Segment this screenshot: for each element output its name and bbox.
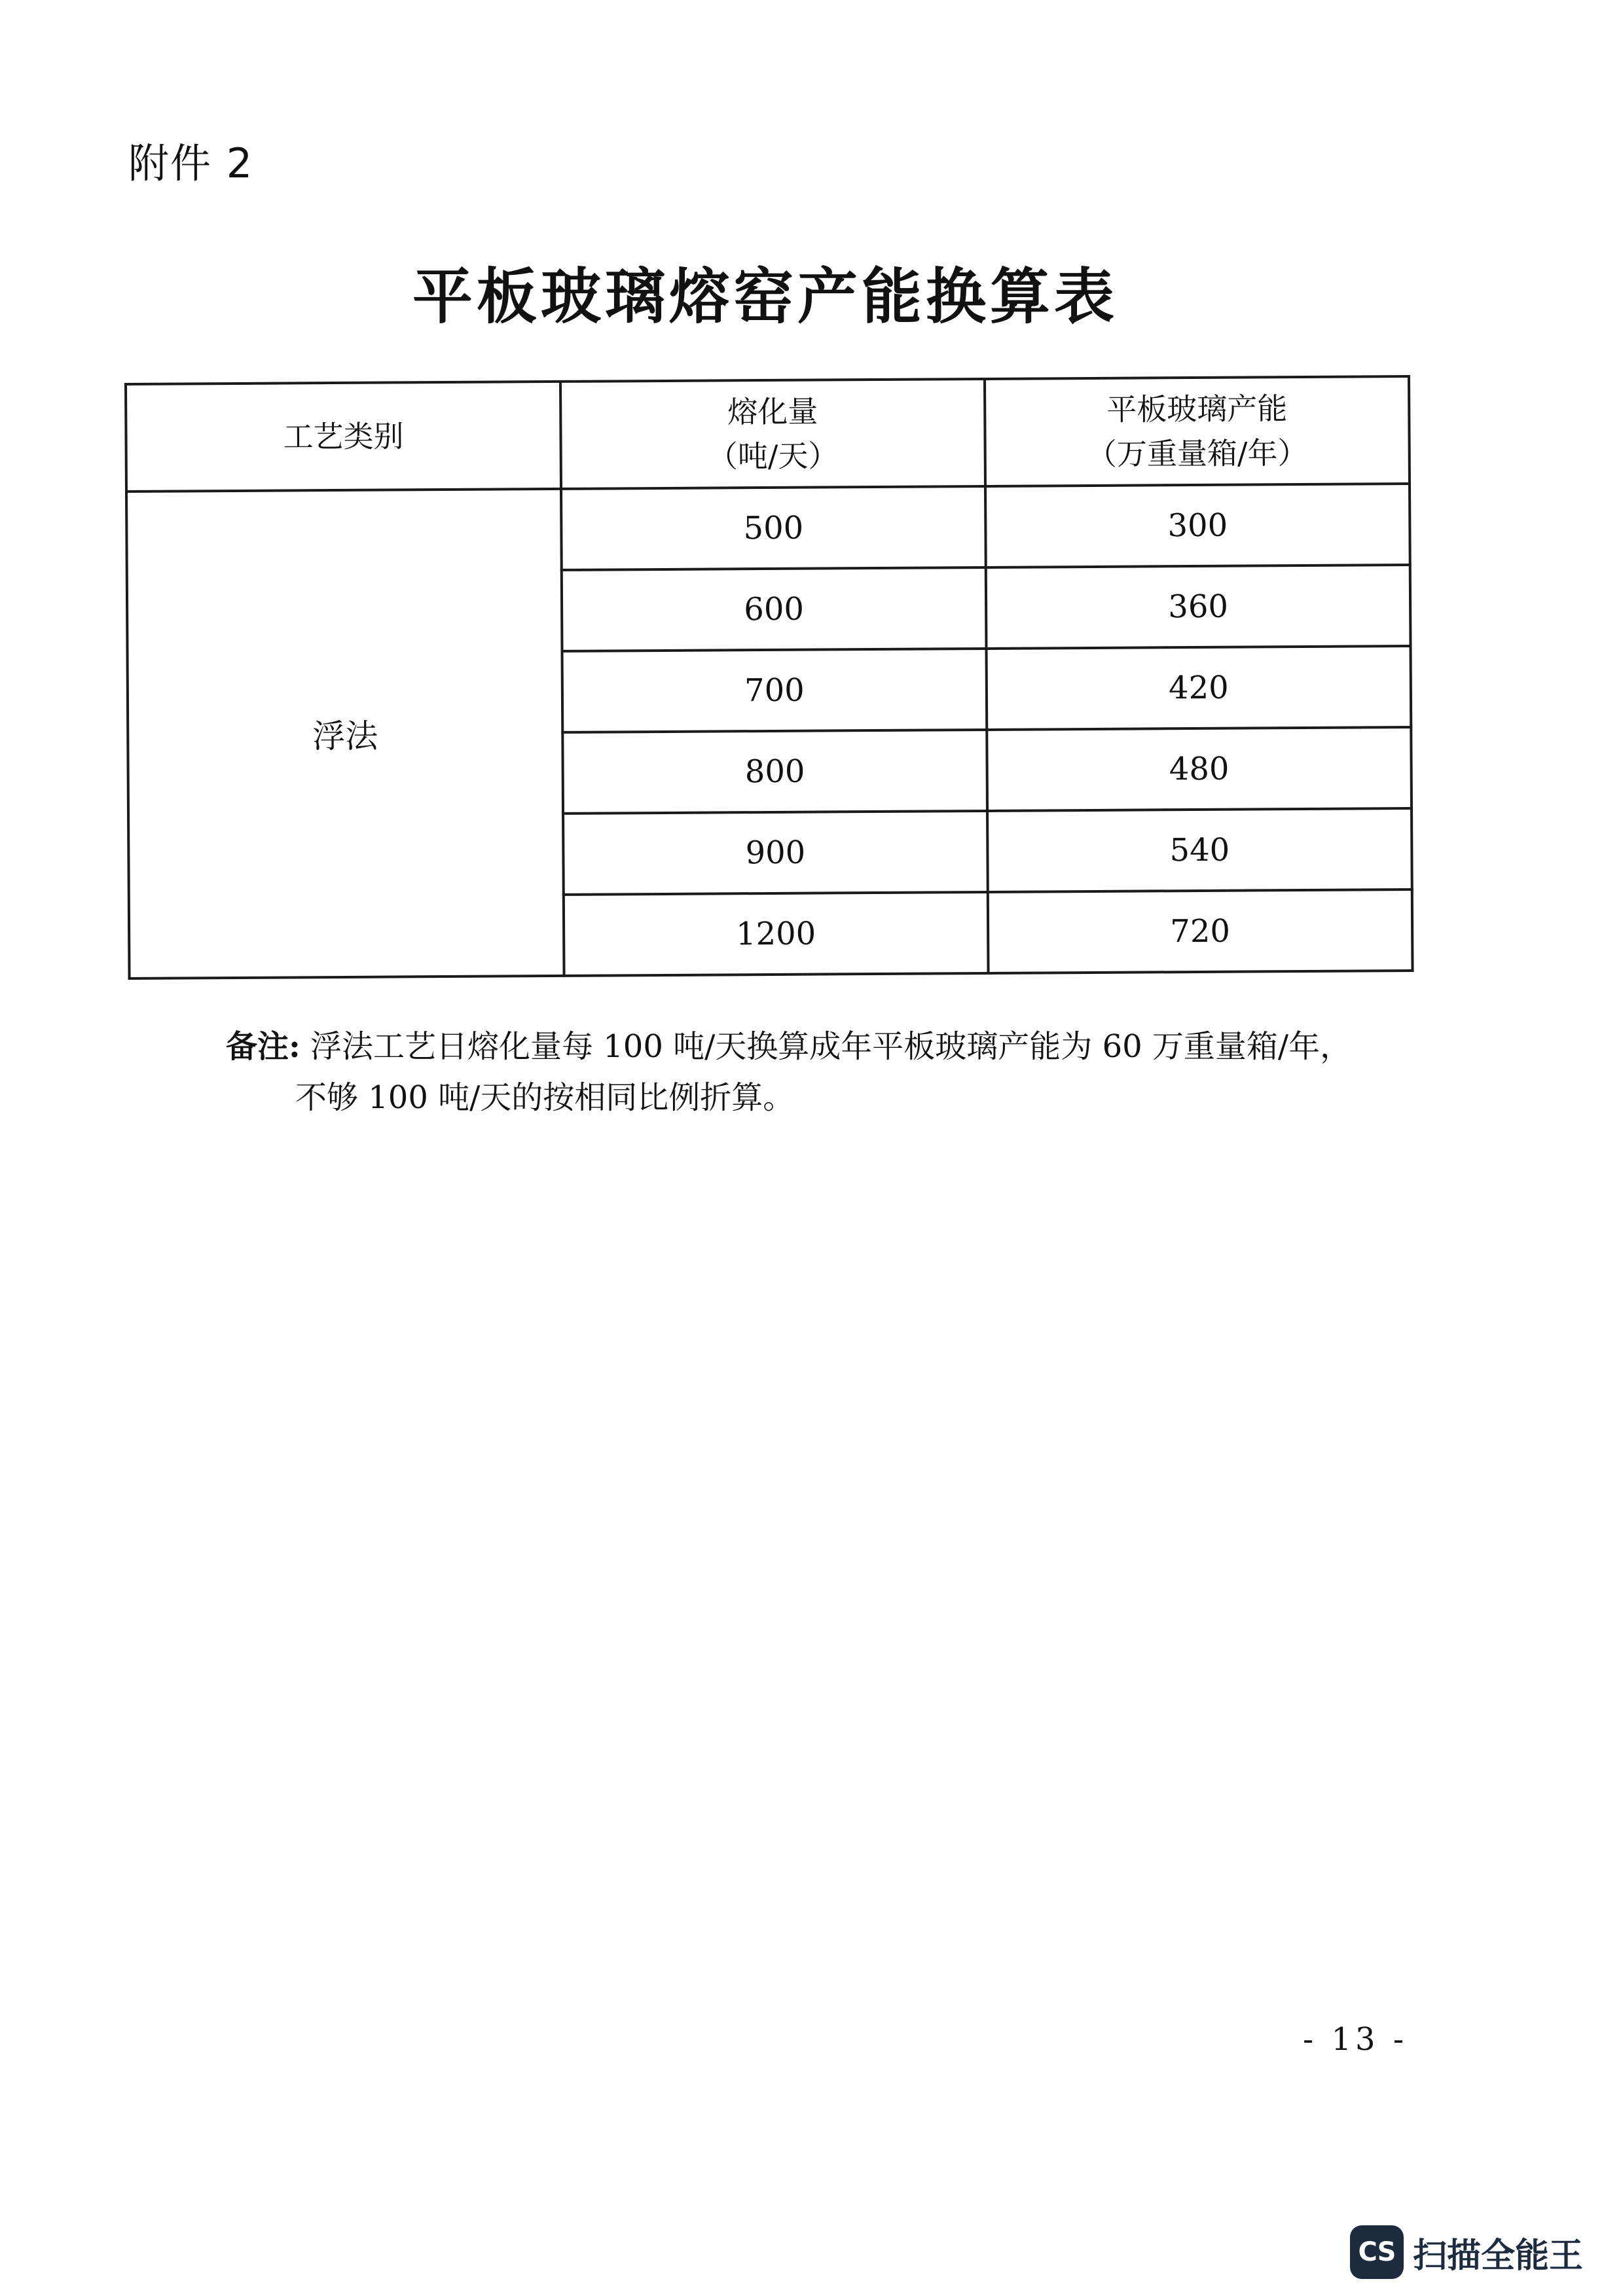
conversion-table-container — [124, 375, 1412, 980]
header-capacity-line1: 平板玻璃产能 — [1106, 391, 1288, 427]
melt-cell: 500 — [561, 486, 986, 570]
conversion-table — [124, 375, 1414, 980]
melt-cell: 700 — [562, 649, 987, 732]
melt-cell: 900 — [563, 811, 988, 895]
capacity-cell: 300 — [985, 484, 1410, 567]
capacity-cell: 360 — [986, 565, 1411, 649]
remark-label: 备注: — [226, 1028, 301, 1065]
header-melt-line2: （吨/天） — [707, 438, 839, 475]
header-melt-line1: 熔化量 — [727, 393, 818, 430]
remark-text-line2: 不够 100 吨/天的按相同比例折算。 — [295, 1079, 795, 1116]
header-capacity — [985, 376, 1410, 486]
page-number: - 13 - — [1303, 2021, 1408, 2058]
camscanner-logo-icon: CS — [1350, 2225, 1404, 2279]
capacity-cell: 420 — [987, 646, 1412, 730]
remark-line1 — [226, 1021, 1417, 1072]
watermark-text: 扫描全能王 — [1413, 2236, 1584, 2276]
table-header-row — [126, 376, 1410, 492]
melt-cell: 600 — [562, 567, 987, 651]
header-melt-amount — [560, 379, 985, 489]
header-capacity-line2: （万重量箱/年） — [1086, 435, 1308, 473]
melt-cell: 800 — [562, 730, 987, 814]
process-type-value: 浮法 — [312, 717, 378, 756]
process-type-cell — [126, 489, 564, 978]
remark-text-line1: 浮法工艺日熔化量每 100 吨/天换算成年平板玻璃产能为 60 万重量箱/年， — [310, 1028, 1352, 1065]
capacity-cell: 720 — [988, 889, 1413, 973]
melt-cell: 1200 — [564, 892, 989, 976]
capacity-cell: 480 — [987, 727, 1412, 811]
document-title: 平板玻璃熔窑产能换算表 — [412, 261, 1118, 332]
table-row — [126, 484, 1410, 573]
header-process-type — [126, 382, 561, 492]
attachment-label: 附件 2 — [128, 139, 254, 187]
scanner-watermark — [1350, 2225, 1583, 2279]
remark-note — [226, 1021, 1417, 1123]
capacity-cell: 540 — [987, 808, 1412, 892]
header-process-label: 工艺类别 — [283, 418, 404, 455]
